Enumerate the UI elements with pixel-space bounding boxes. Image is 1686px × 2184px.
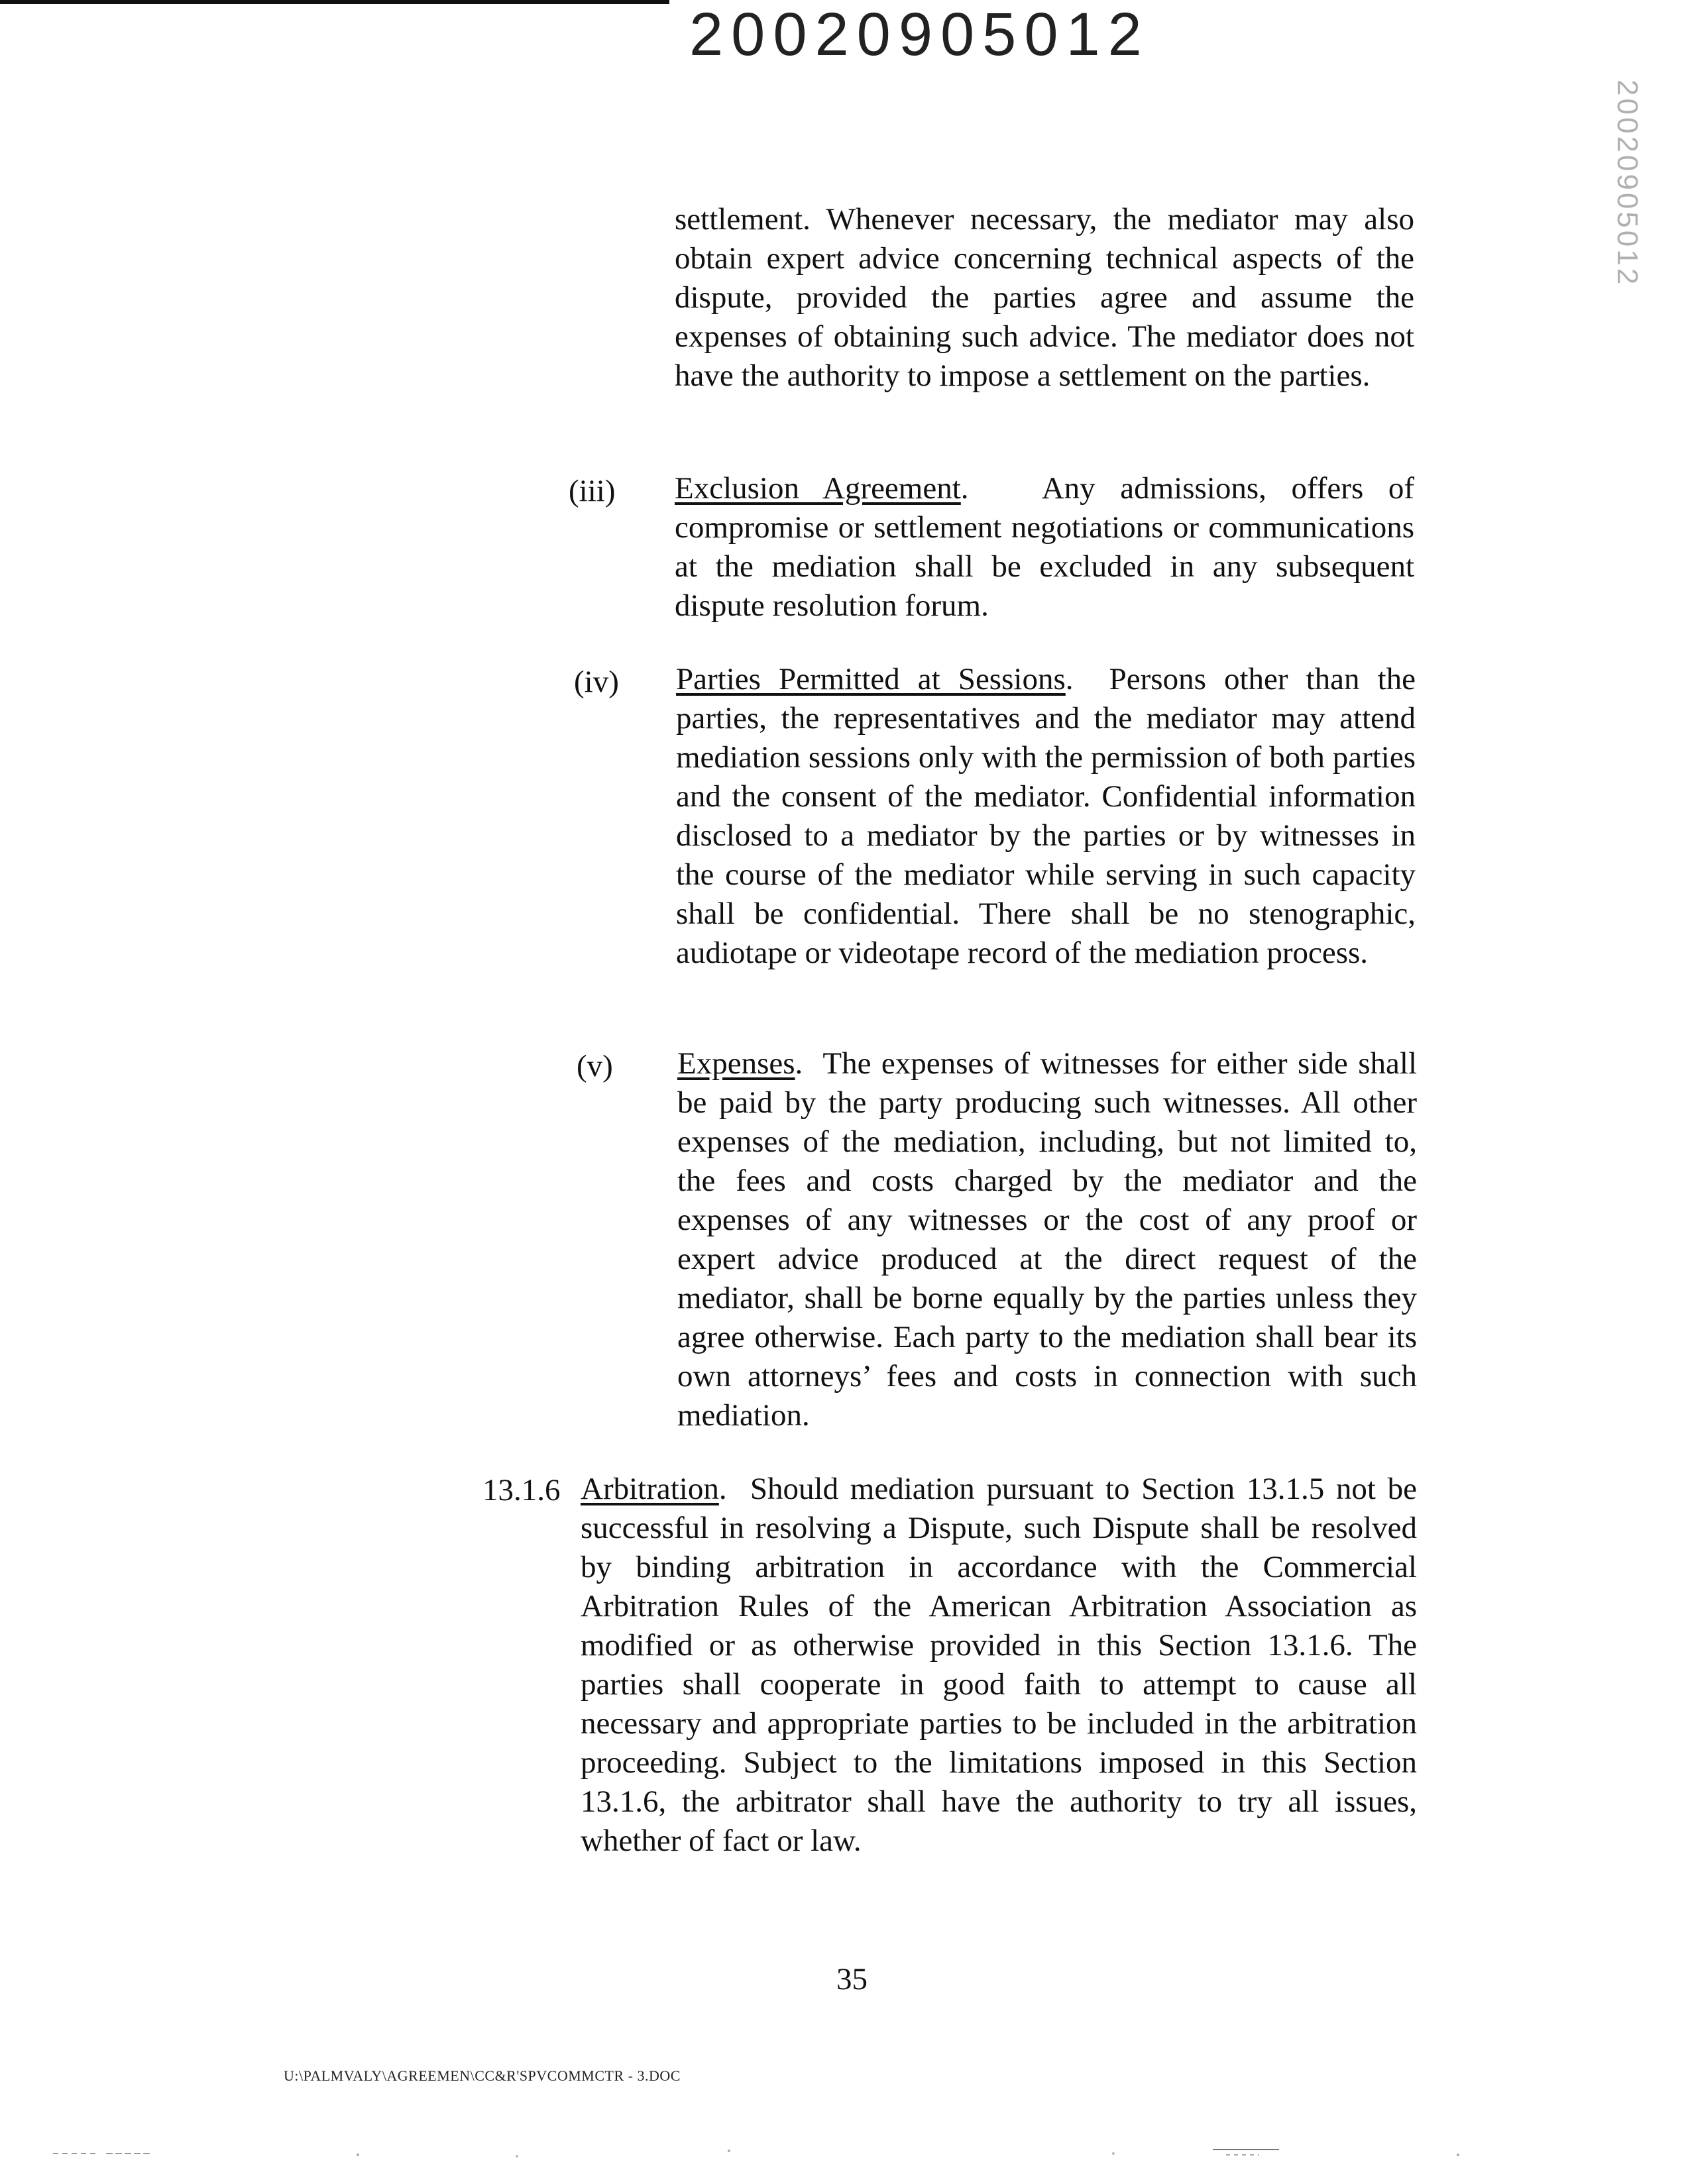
section-heading: Arbitration xyxy=(581,1472,719,1506)
item-iii-heading: Exclusion Agreement xyxy=(675,471,961,506)
footer-file-path: U:\PALMVALY\AGREEMEN\CC&R'SPVCOMMCTR - 3.DOC xyxy=(284,2067,681,2084)
section-paragraph: Arbitration. Should mediation pursuant to Section 13.1.5 not be successful in resolving a Dispute, such Dispute shall be resolved by binding arbitration in accordance with the Commercial Arbitration Rules of the American Arbitration Association as modified or as otherwise provided in this Section 13.1.6. The parties shall cooperate in good faith to attempt to cause all necessary and appropriate parties to be included in the arbitration proceeding. Subject to the limitations imposed in this Section 13.1.6, the arbitrator shall have the authority to try all issues, whether of fact or law. xyxy=(581,1472,1418,1858)
item-iv-heading: Parties Permitted at Sessions xyxy=(676,662,1066,696)
section-number: 13.1.6 xyxy=(482,1473,561,1507)
item-marker-iii: (iii) xyxy=(569,474,616,508)
item-iii-paragraph: Exclusion Agreement. Any admissions, offers of compromise or settlement negotiations or communications at the mediation shall be excluded in any subsequent dispute resolution forum. xyxy=(675,471,1414,623)
scan-specks xyxy=(0,2140,1686,2167)
item-v-paragraph: Expenses. The expenses of witnesses for either side shall be paid by the party producing such witnesses. All other expenses of the mediation, including, but not limited to, the fees and costs charged by the mediator and the expenses of any witnesses or the cost of any proof or expert advice produced at the direct request of the mediator, shall be borne equally by the parties unless they agree otherwise. Each party to the mediation shall bear its own attorneys’ fees and costs in connection with such mediation. xyxy=(677,1046,1417,1433)
continuation-paragraph: settlement. Whenever necessary, the mediator may also obtain expert advice concerning technical aspects of the dispute, provided the parties agree and assume the expenses of obtaining such advice. The mediator does not have the authority to impose a settlement on the parties. xyxy=(675,202,1414,393)
page-number: 35 xyxy=(836,1962,868,1996)
side-stamp: 20020905012 xyxy=(1611,80,1644,288)
item-v-heading: Expenses xyxy=(677,1046,795,1081)
document-number: 20020905012 xyxy=(689,1,1150,68)
item-marker-iv: (iv) xyxy=(574,665,619,699)
item-iv-paragraph: Parties Permitted at Sessions. Persons other than the parties, the representatives and the mediator may attend mediation sessions only with the permission of both parties and the consent of the mediator. Confidential information disclosed to a mediator by the parties or by witnesses in the course of the mediator while serving in such capacity shall be confidential. There shall be no stenographic, audiotape or videotape record of the mediation process. xyxy=(676,662,1416,970)
item-marker-v: (v) xyxy=(577,1049,613,1083)
top-rule xyxy=(0,0,669,4)
